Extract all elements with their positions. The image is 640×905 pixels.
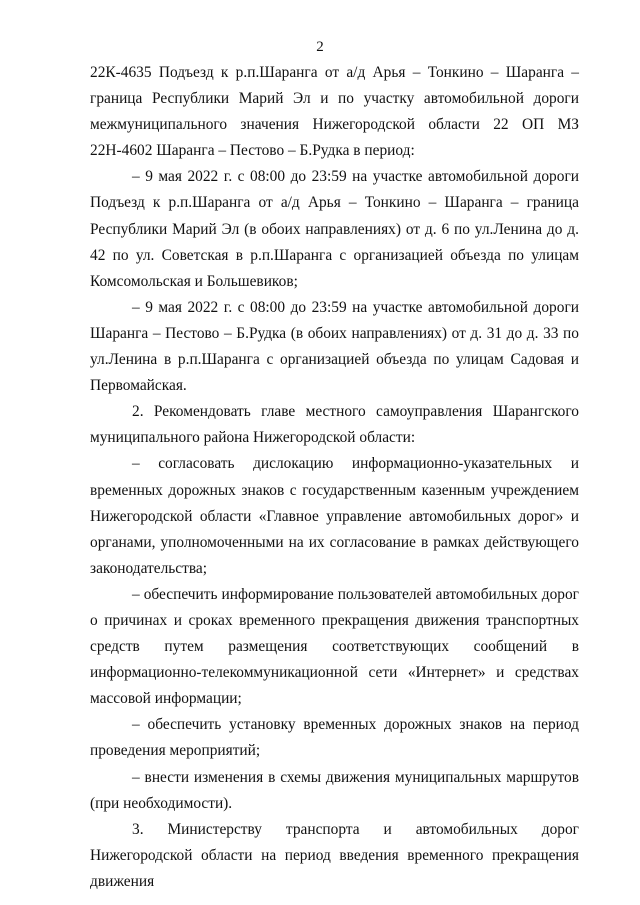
document-body — [90, 60, 579, 895]
paragraph: – согласовать дислокацию информационно-указательных и временных дорожных знаков с государственным казенным учреждением Нижегородской области «Главное управление автомобильных дорог» и органами, уполномоченными на их согласование в рамках действующего законодательства; — [90, 455, 579, 577]
paragraph: – 9 мая 2022 г. с 08:00 до 23:59 на участке автомобильной дороги Подъезд к р.п.Шаранга от а/д Арья – Тонкино – Шаранга – граница Республики Марий Эл (в обоих направлениях) от д. 6 по ул.Ленина до д. 42 по ул. Советская в р.п.Шаранга с организацией объезда по улицам Комсомольская и Большевиков; — [90, 168, 579, 290]
paragraph: – внести изменения в схемы движения муниципальных маршрутов (при необходимости). — [90, 768, 579, 812]
paragraph: 22К-4635 Подъезд к р.п.Шаранга от а/д Арья – Тонкино – Шаранга – граница Республики Марий Эл и по участку автомобильной дороги межмуниципального значения Нижегородской области 22 ОП МЗ 22Н-4602 Шаранга – Пестово – Б.Рудка в период: — [90, 64, 579, 160]
paragraph: – 9 мая 2022 г. с 08:00 до 23:59 на участке автомобильной дороги Шаранга – Пестово – Б.Рудка (в обоих направлениях) от д. 31 до д. 33 по ул.Ленина в р.п.Шаранга с организацией объезда по улицам Садовая и Первомайская. — [90, 298, 579, 395]
page-number: 2 — [316, 39, 324, 55]
paragraph: 3. Министерству транспорта и автомобильных дорог Нижегородской области на период введения временного прекращения движения — [90, 820, 579, 890]
paragraph: – обеспечить информирование пользователей автомобильных дорог о причинах и сроках временного прекращения движения транспортных средств путем размещения соответствующих сообщений в информационно-телекоммуникационной сети «Интернет» и средствах массовой информации; — [90, 585, 579, 708]
paragraph: – обеспечить установку временных дорожных знаков на период проведения мероприятий; — [90, 716, 579, 760]
paragraph: 2. Рекомендовать главе местного самоуправления Шарангского муниципального района Нижегородской области: — [90, 403, 579, 447]
